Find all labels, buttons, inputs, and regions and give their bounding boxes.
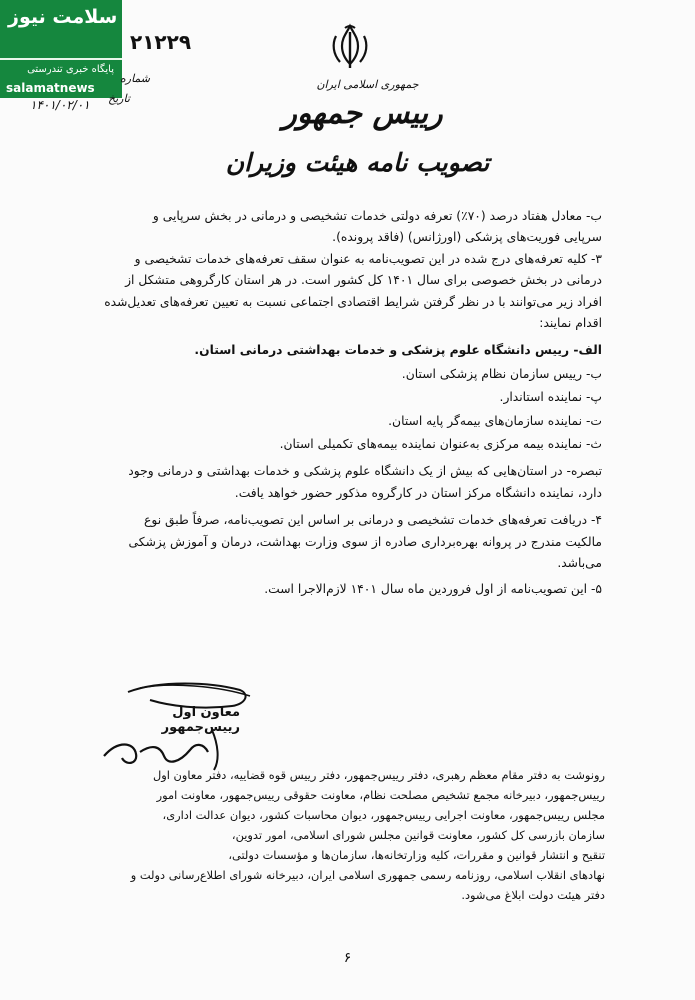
paragraph-4-line: مالکیت مندرج در پروانه بهره‌برداری صادره از سوی وزارت بهداشت، درمان و آموزش پزشکی bbox=[128, 534, 602, 549]
watermark-tagline: پایگاه خبری تندرستی bbox=[27, 64, 114, 75]
body-paragraphs bbox=[96, 206, 602, 600]
decree-title: تصویب نامه هیئت وزیران bbox=[225, 148, 490, 177]
iran-emblem-icon bbox=[328, 22, 372, 72]
cc-line: مجلس رییس‌جمهور، معاونت اجرایی رییس‌جمهور، دیوان محاسبات کشور، دیوان عدالت اداری، bbox=[162, 808, 605, 822]
note-line: تبصره- در استان‌هایی که بیش از یک دانشگاه علوم پزشکی و خدمات بهداشتی و درمانی وجود bbox=[128, 464, 602, 479]
body-line: درمانی در بخش خصوصی برای سال ۱۴۰۱ کل کشور است. در هر استان کارگروهی متشکل از bbox=[125, 273, 602, 288]
body-line: ب- معادل هفتاد درصد (۷۰٪) تعرفه دولتی خدمات تشخیصی و درمانی در بخش سرپایی و bbox=[152, 209, 602, 223]
body-line: اقدام نمایند: bbox=[539, 316, 602, 331]
watermark-domain: salamatnews bbox=[6, 81, 95, 95]
paragraph-5: ۵- این تصویب‌نامه از اول فروردین ماه سال ۱۴۰۱ لازم‌الاجرا است. bbox=[264, 581, 602, 596]
carbon-copy-list bbox=[100, 765, 605, 905]
cc-line: نهادهای انقلاب اسلامی، روزنامه رسمی جمهوری اسلامی ایران، دبیرخانه شورای اطلاع‌رسانی دولت و bbox=[130, 868, 605, 882]
list-item: ث- نماینده بیمه مرکزی به‌عنوان نماینده بیمه‌های تکمیلی استان. bbox=[279, 437, 602, 452]
list-item: ب- رییس سازمان نظام پزشکی استان. bbox=[401, 366, 602, 381]
note-line: دارد، نماینده دانشگاه مرکز استان در کارگروه مذکور حضور خواهد یافت. bbox=[234, 485, 602, 500]
cc-line: رییس‌جمهور، دبیرخانه مجمع تشخیص مصلحت نظام، معاونت حقوقی رییس‌جمهور، معاونت امور bbox=[156, 788, 605, 802]
list-item: ت- نماینده سازمان‌های بیمه‌گر پایه استان. bbox=[388, 413, 602, 428]
cc-line: تنقیح و انتشار قوانین و مقررات، کلیه وزارتخانه‌ها، سازمان‌ها و مؤسسات دولتی، bbox=[228, 848, 605, 862]
office-title: رییس جمهور bbox=[282, 96, 443, 131]
country-name: جمهوری اسلامی ایران bbox=[316, 78, 419, 91]
body-line: سرپایی فوریت‌های پزشکی (اورژانس) (فاقد پرونده). bbox=[332, 230, 602, 245]
paragraph-4-line: می‌باشد. bbox=[557, 556, 602, 571]
watermark-divider bbox=[0, 58, 122, 60]
watermark-brand: سلامت نیوز bbox=[8, 6, 118, 28]
cc-line: سازمان بازرسی کل کشور، معاونت قوانین مجلس شورای اسلامی، امور تدوین، bbox=[231, 828, 605, 842]
signatory-title: معاون اول رییس‌جمهور bbox=[161, 705, 240, 735]
body-line: افراد زیر می‌توانند با در نظر گرفتن شرایط اقتصادی اجتماعی نسبت به تعیین تعرفه‌های تعدیل‌شده bbox=[104, 294, 602, 309]
body-line: ۳- کلیه تعرفه‌های درج شده در این تصویب‌نامه به عنوان سقف تعرفه‌های خدمات تشخیصی و bbox=[134, 251, 602, 266]
cc-line: دفتر هیئت دولت ابلاغ می‌شود. bbox=[461, 888, 605, 902]
page-number: ۶ bbox=[343, 950, 352, 966]
cc-line: رونوشت به دفتر مقام معظم رهبری، دفتر رییس‌جمهور، دفتر رییس قوه قضاییه، دفتر معاون اول bbox=[153, 768, 605, 782]
date-label: تاریخ bbox=[108, 92, 130, 105]
paragraph-4-line: ۴- دریافت تعرفه‌های خدمات تشخیصی و درمانی بر اساس این تصویب‌نامه، صرفاً طبق نوع bbox=[144, 513, 602, 528]
letter-number: ۲۱۲۲۹ bbox=[130, 30, 192, 54]
list-item: الف- رییس دانشگاه علوم پزشکی و خدمات بهداشتی درمانی استان. bbox=[194, 343, 602, 358]
number-label: شماره bbox=[120, 72, 151, 85]
date-value: ۱۴۰۱/۰۲/۰۱ bbox=[30, 98, 90, 112]
list-item: پ- نماینده استاندار. bbox=[499, 390, 602, 405]
